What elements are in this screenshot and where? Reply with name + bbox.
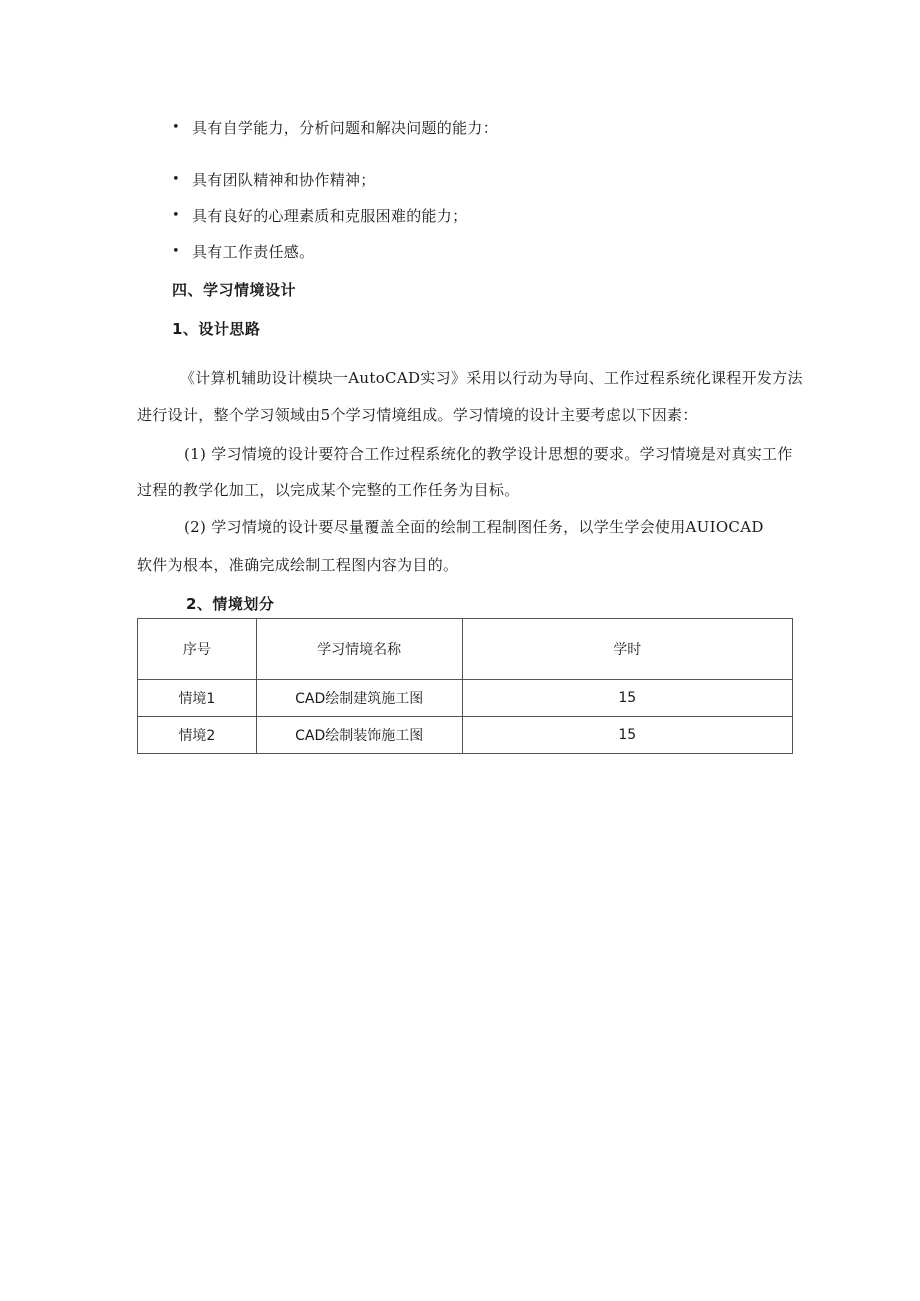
cell-situation-name: CAD绘制装饰施工图 xyxy=(256,717,462,754)
cell-index: 情境2 xyxy=(138,717,257,754)
paragraph-2-line-1: (1) 学习情境的设计要符合工作过程系统化的教学设计思想的要求。学习情境是对真实工作 xyxy=(184,445,793,463)
cell-hours: 15 xyxy=(462,717,792,754)
paragraph-2-line-2: 过程的教学化加工，以完成某个完整的工作任务为目标。 xyxy=(137,481,520,499)
paragraph-3-line-2: 软件为根本，准确完成绘制工程图内容为目的。 xyxy=(137,556,459,574)
bullet-item-self-learning: 具有自学能力，分析问题和解决问题的能力： xyxy=(192,119,499,137)
table-row xyxy=(138,717,793,754)
paragraph-1-line-2: 进行设计，整个学习领域由5个学习情境组成。学习情境的设计主要考虑以下因素： xyxy=(137,406,698,424)
paragraph-3-line-1: (2) 学习情境的设计要尽量覆盖全面的绘制工程制图任务，以学生学会使用AUIOCAD xyxy=(184,518,764,536)
bullet-dot: • xyxy=(172,244,180,259)
cell-hours: 15 xyxy=(462,680,792,717)
table-header-row xyxy=(138,619,793,680)
bullet-item-psychology: 具有良好的心理素质和克服困难的能力； xyxy=(192,207,468,225)
subsection-design-ideas: 1、设计思路 xyxy=(172,320,261,338)
header-index: 序号 xyxy=(138,619,257,680)
header-situation-name: 学习情境名称 xyxy=(256,619,462,680)
cell-situation-name: CAD绘制建筑施工图 xyxy=(256,680,462,717)
table-row xyxy=(138,680,793,717)
bullet-dot: • xyxy=(172,208,180,223)
cell-index: 情境1 xyxy=(138,680,257,717)
bullet-dot: • xyxy=(172,172,180,187)
subsection-situation-division: 2、情境划分 xyxy=(186,595,275,613)
situation-table xyxy=(137,618,793,754)
section-heading: 四、学习情境设计 xyxy=(172,281,297,299)
bullet-dot: • xyxy=(172,120,180,135)
bullet-item-responsibility: 具有工作责任感。 xyxy=(192,243,315,261)
bullet-item-teamwork: 具有团队精神和协作精神； xyxy=(192,171,376,189)
paragraph-1-line-1: 《计算机辅助设计模块一AutoCAD实习》采用以行动为导向、工作过程系统化课程开发方法 xyxy=(180,369,803,387)
header-hours: 学时 xyxy=(462,619,792,680)
